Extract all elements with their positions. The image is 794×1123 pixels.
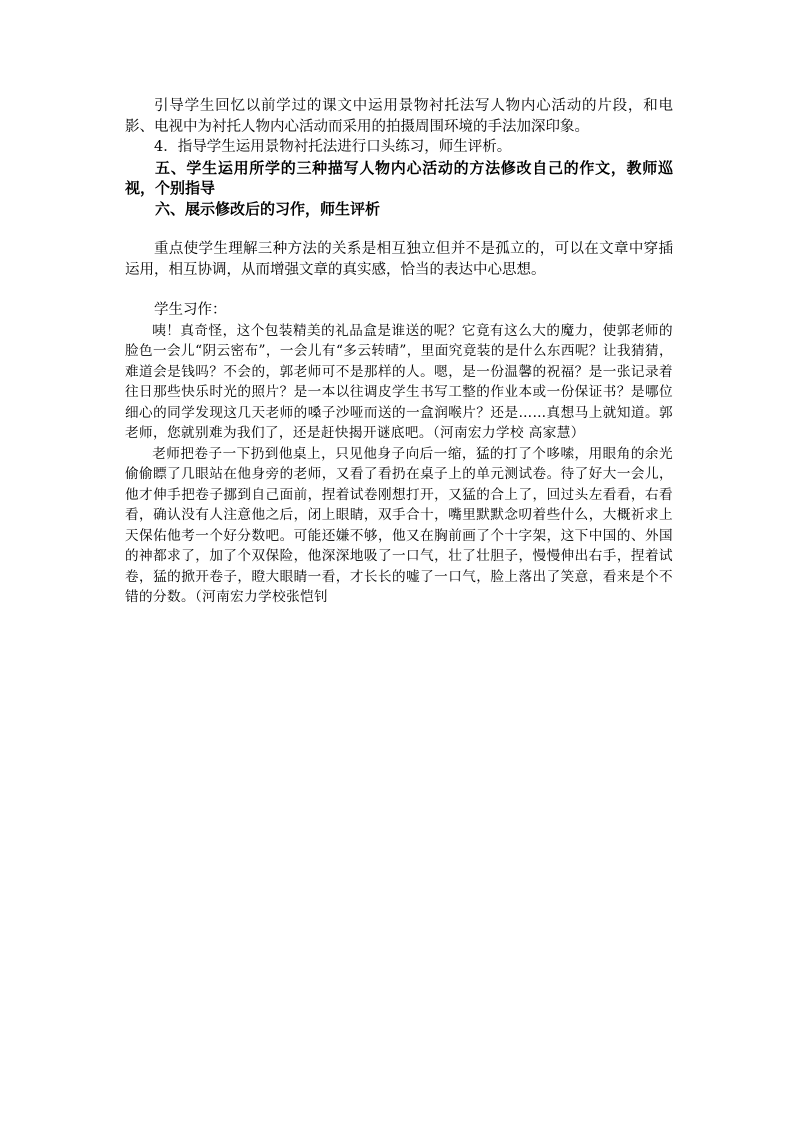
spacer	[125, 280, 673, 300]
student-essay-2: 老师把卷子一下扔到他桌上，只见他身子向后一缩，猛的打了个哆嗦，用眼角的余光偷偷瞟了几眼站在他身旁的老师，又看了看扔在桌子上的单元测试卷。待了好大一会儿，他才伸手把卷子挪到自己面前，捏着试卷刚想打开，又猛的合上了，回过头左看看，右看看，确认没有人注意他之后，闭上眼睛，双手合十，嘴里默默念叨着些什么，大概祈求上天保佑他考一个好分数吧。可能还嫌不够，他又在胸前画了个十字架，这下中国的、外国的神都求了，加了个双保险，他深深地吸了一口气，壮了壮胆子，慢慢伸出右手，捏着试卷，猛的掀开卷子，瞪大眼睛一看，才长长的嘘了一口气，脸上落出了笑意，看来是个不错的分数。（河南宏力学校张恺钊	[125, 445, 673, 605]
paragraph-review: 引导学生回忆以前学过的课文中运用景物衬托法写人物内心活动的片段，和电影、电视中为衬托人物内心活动而采用的拍摄周围环境的手法加深印象。	[125, 98, 673, 135]
student-work-label: 学生习作：	[154, 302, 227, 318]
heading-section-6: 六、展示修改后的习作，师生评析	[155, 199, 381, 218]
heading-section-5: 五、学生运用所学的三种描写人物内心活动的方法修改自己的作文，教师巡视，个别指导	[125, 158, 673, 197]
paragraph-key-point: 重点使学生理解三种方法的关系是相互独立但并不是孤立的，可以在文章中穿插运用，相互协调，从而增强文章的真实感，恰当的表达中心思想。	[125, 241, 673, 278]
student-essay-1: 咦！真奇怪，这个包装精美的礼品盒是谁送的呢？它竟有这么大的魔力，使郭老师的脸色一会儿“阴云密布”，一会儿有“多云转晴”，里面究竟装的是什么东西呢？让我猜猜，难道会是钱吗？不会的，郭老师可不是那样的人。嗯，是一份温馨的祝福？是一张记录着往日那些快乐时光的照片？是一本以往调皮学生书写工整的作业本或一份保证书？是哪位细心的同学发现这几天老师的嗓子沙哑而送的一盒润喉片？还是……真想马上就知道。郭老师，您就别难为我们了，还是赶快揭开谜底吧。（河南宏力学校 高家慧）	[125, 322, 673, 441]
document-body	[125, 96, 673, 608]
paragraph-step-4: 4．指导学生运用景物衬托法进行口头练习，师生评析。	[154, 139, 512, 155]
spacer	[125, 219, 673, 239]
